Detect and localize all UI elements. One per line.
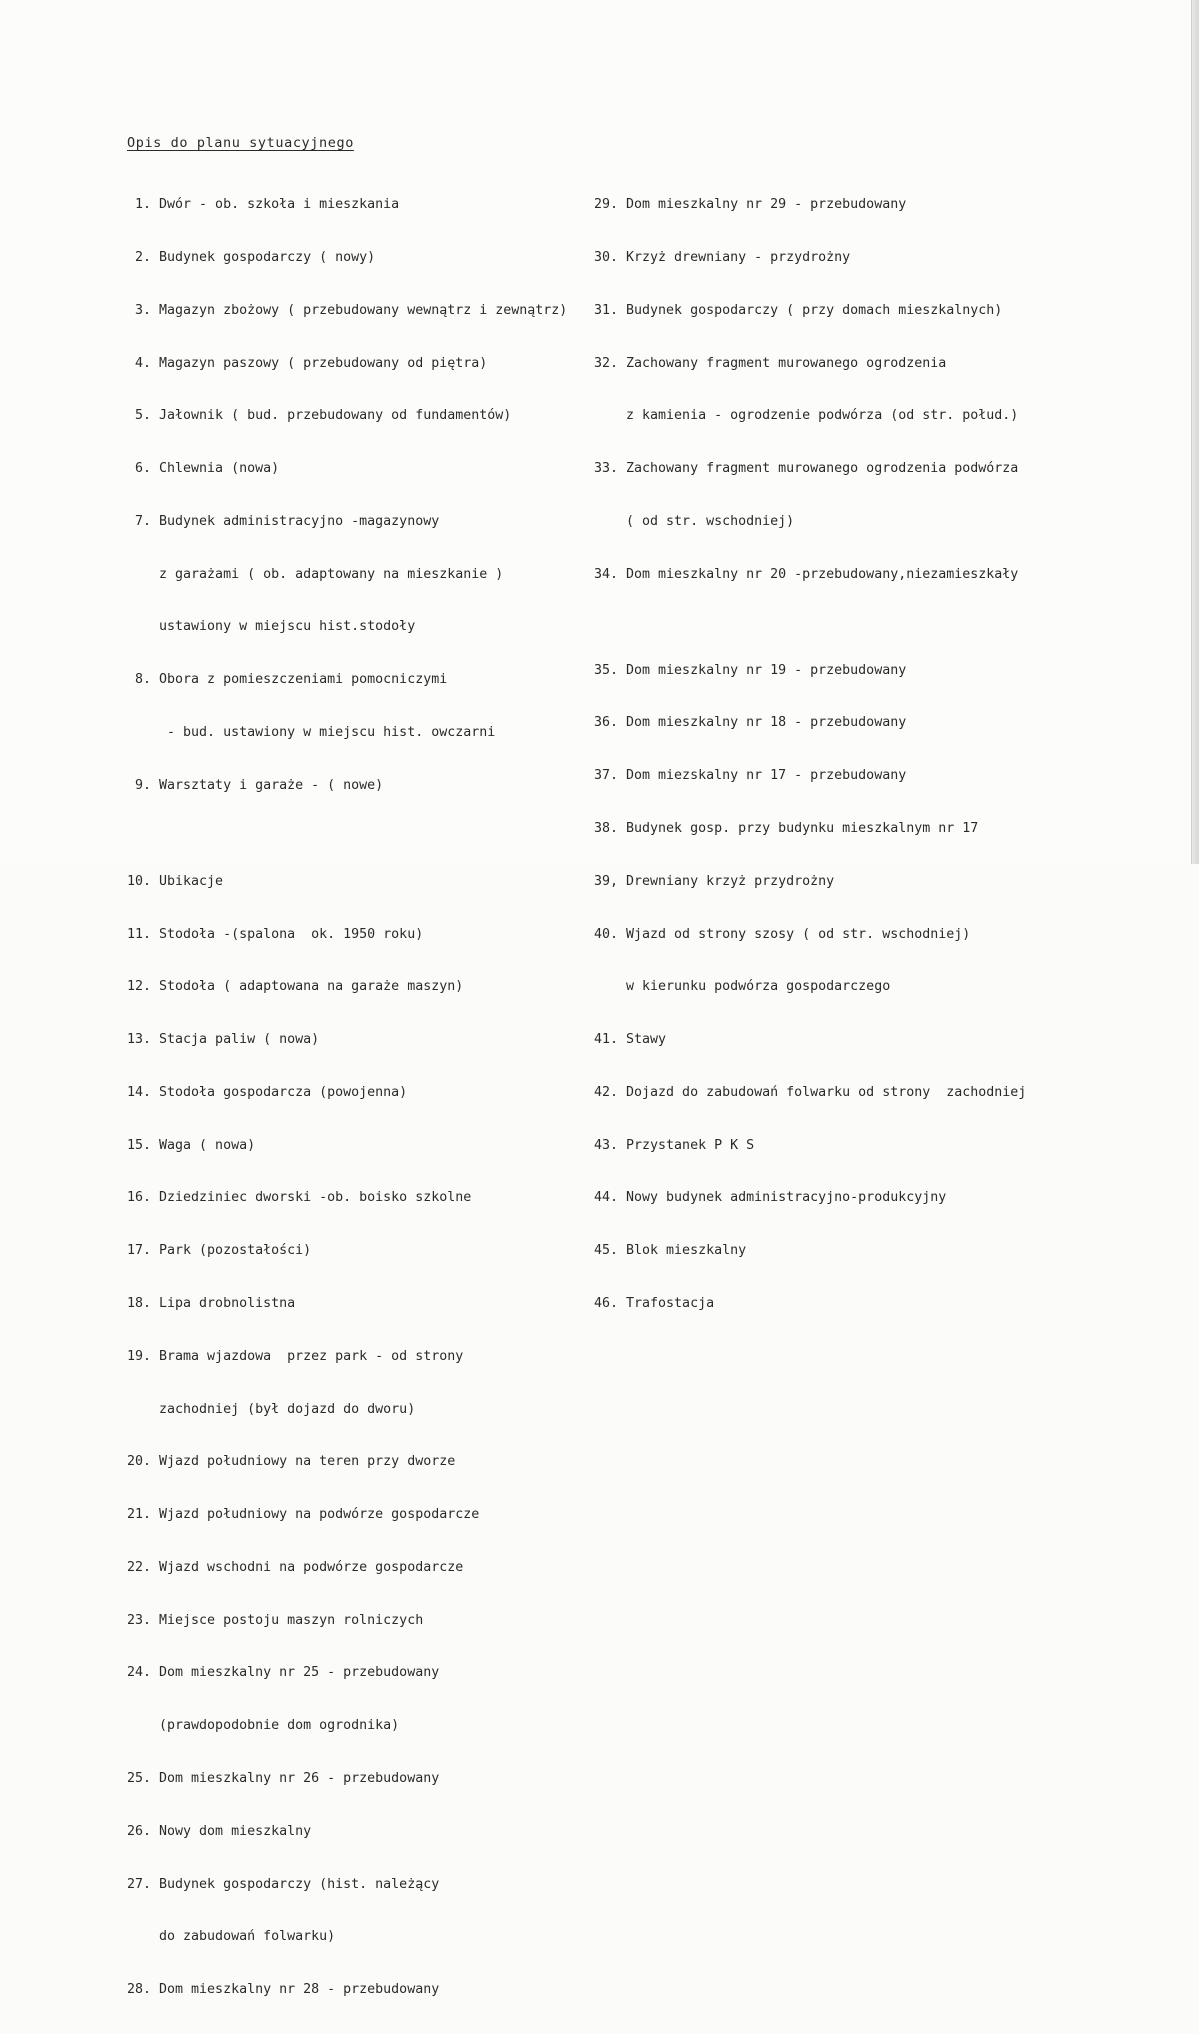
legend-line: 3. Magazyn zbożowy ( przebudowany wewnątrz i zewnątrz) — [127, 302, 568, 318]
legend-line: 23. Miejsce postoju maszyn rolniczych — [127, 1612, 424, 1628]
legend-line: - bud. ustawiony w miejscu hist. owczarni — [127, 725, 496, 740]
legend-line: 21. Wjazd południowy na podwórze gospodarcze — [127, 1507, 480, 1523]
legend-line: 27. Budynek gospodarczy (hist. należący — [127, 1876, 440, 1892]
legend-line: 4. Magazyn paszowy ( przebudowany od piętra) — [127, 355, 488, 371]
legend-line: 30. Krzyż drewniany - przydrożny — [594, 249, 851, 265]
legend-line: 15. Waga ( nowa) — [127, 1137, 256, 1153]
legend-line: 2. Budynek gospodarczy ( nowy) — [127, 249, 376, 265]
legend-line: 1. Dwór - ob. szkoła i mieszkania — [127, 197, 400, 213]
legend-column-right — [594, 161, 1026, 1348]
legend-line: 35. Dom mieszkalny nr 19 - przebudowany — [594, 662, 907, 678]
legend-line: 25. Dom mieszkalny nr 26 - przebudowany — [127, 1771, 440, 1787]
legend-line: 31. Budynek gospodarczy ( przy domach mieszkalnych) — [594, 302, 1003, 318]
legend-line: 26. Nowy dom mieszkalny — [127, 1823, 312, 1839]
legend-line: 29. Dom mieszkalny nr 29 - przebudowany — [594, 197, 907, 213]
legend-line: zachodniej (był dojazd do dworu) — [127, 1401, 416, 1417]
legend-line: 36. Dom mieszkalny nr 18 - przebudowany — [594, 715, 907, 731]
legend-line: 45. Blok mieszkalny — [594, 1243, 747, 1259]
legend-line: 7. Budynek administracyjno -magazynowy — [127, 513, 440, 529]
legend-line: 10. Ubikacje — [127, 873, 224, 889]
page-edge-shadow — [1191, 0, 1199, 864]
legend-line: 9. Warsztaty i garaże - ( nowe) — [127, 777, 384, 793]
legend-line: 28. Dom mieszkalny nr 28 - przebudowany — [127, 1982, 440, 1998]
section-gap — [594, 618, 1026, 626]
legend-column-left — [127, 161, 567, 2034]
legend-line: 12. Stodoła ( adaptowana na garaże maszyn) — [127, 979, 464, 995]
legend-line: 13. Stacja paliw ( nowa) — [127, 1032, 320, 1048]
legend-line: ustawiony w miejscu hist.stodoły — [127, 619, 416, 635]
legend-line: 19. Brama wjazdowa przez park - od strony — [127, 1348, 464, 1364]
legend-line: ( od str. wschodniej) — [594, 513, 795, 529]
legend-line: 8. Obora z pomieszczeniami pomocniczymi — [127, 672, 448, 688]
section-gap — [127, 830, 567, 838]
legend-line: do zabudowań folwarku) — [127, 1929, 336, 1945]
legend-line: (prawdopodobnie dom ogrodnika) — [127, 1718, 400, 1734]
legend-line: 43. Przystanek P K S — [594, 1137, 755, 1153]
legend-line: 40. Wjazd od strony szosy ( od str. wschodniej) — [594, 926, 971, 942]
legend-line: 14. Stodoła gospodarcza (powojenna) — [127, 1084, 408, 1100]
legend-line: 16. Dziedziniec dworski -ob. boisko szkolne — [127, 1190, 472, 1206]
legend-line: 32. Zachowany fragment murowanego ogrodzenia — [594, 355, 947, 371]
legend-line: 24. Dom mieszkalny nr 25 - przebudowany — [127, 1665, 440, 1681]
document-title: Opis do planu sytuacyjnego — [127, 135, 354, 151]
legend-line: z kamienia - ogrodzenie podwórza (od str. połud.) — [594, 408, 1019, 424]
legend-line: 41. Stawy — [594, 1032, 667, 1048]
legend-line: 22. Wjazd wschodni na podwórze gospodarcze — [127, 1559, 464, 1575]
legend-line: 5. Jałownik ( bud. przebudowany od fundamentów) — [127, 408, 512, 424]
legend-line: 33. Zachowany fragment murowanego ogrodzenia podwórza — [594, 461, 1019, 477]
legend-line: 39, Drewniany krzyż przydrożny — [594, 873, 835, 889]
legend-line: 37. Dom miezskalny nr 17 - przebudowany — [594, 768, 907, 784]
legend-line: 18. Lipa drobnolistna — [127, 1296, 296, 1311]
legend-line: 20. Wjazd południowy na teren przy dworze — [127, 1454, 456, 1470]
legend-line: 46. Trafostacja — [594, 1296, 715, 1311]
legend-line: 34. Dom mieszkalny nr 20 -przebudowany,niezamieszkały — [594, 566, 1019, 582]
legend-line: 6. Chlewnia (nowa) — [127, 461, 280, 477]
legend-line: 42. Dojazd do zabudowań folwarku od strony zachodniej — [594, 1084, 1027, 1100]
legend-line: 38. Budynek gosp. przy budynku mieszkalnym nr 17 — [594, 820, 979, 836]
legend-line: 11. Stodoła -(spalona ok. 1950 roku) — [127, 926, 424, 942]
legend-line: 44. Nowy budynek administracyjno-produkcyjny — [594, 1190, 947, 1206]
legend-line: z garażami ( ob. adaptowany na mieszkanie ) — [127, 566, 504, 582]
legend-line: w kierunku podwórza gospodarczego — [594, 979, 891, 995]
legend-line: 17. Park (pozostałości) — [127, 1243, 312, 1259]
